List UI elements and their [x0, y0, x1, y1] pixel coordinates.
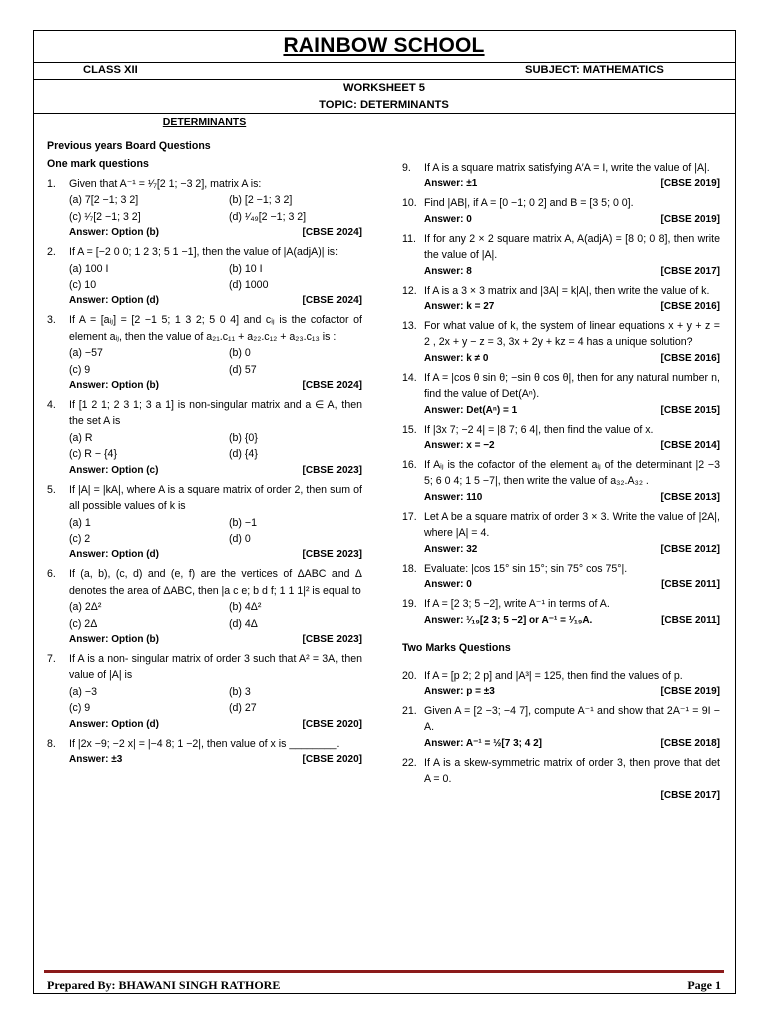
worksheet-title: WORKSHEET 5 [342, 82, 426, 94]
answer-row: Answer: Option (d) [CBSE 2020] [69, 718, 362, 730]
question-22: 22. If A is a skew-symmetric matrix of order 3, then prove that det A = 0. [402, 756, 720, 786]
question-20: 20. If A = [p 2; 2 p] and |A³| = 125, then find the values of p. [402, 669, 683, 682]
answer-row: Answer: 8 [CBSE 2017] [424, 265, 720, 277]
answer-row: Answer: Option (b) [CBSE 2023] [69, 633, 362, 645]
options: (a) 1 (b) −1 (c) 2 (d) 0 [69, 516, 257, 545]
question-11: 11. If for any 2 × 2 square matrix A, A(adjA) = [8 0; 0 8], then write the value of |A|. [402, 232, 720, 262]
question-15: 15. If |3x 7; −2 4| = |8 7; 6 4|, then find the value of x. [402, 423, 654, 436]
page-number: Page 1 [687, 978, 721, 992]
options: (a) −3 (b) 3 (c) 9 (d) 27 [69, 685, 257, 715]
section-heading: DETERMINANTS [162, 116, 247, 128]
section-title: Previous years Board Questions [47, 140, 211, 152]
answer-row: Answer: ±3 [CBSE 2020] [69, 753, 362, 765]
options: (a) 100 I (b) 10 I (c) 10 (d) 1000 [69, 262, 269, 292]
option: (d) ¹⁄₄₉[2 −1; 3 2] [229, 210, 307, 223]
answer-row: Answer: 110 [CBSE 2013] [424, 491, 720, 503]
option: (b) [2 −1; 3 2] [229, 194, 293, 207]
question-16: 16. If Aᵢⱼ is the cofactor of the element aᵢⱼ of the determinant |2 −3 5; 6 0 4; 1 5 −7|, then write the value of a₃₂.A₃₂ . [402, 459, 720, 488]
question-7: 7. If A is a non- singular matrix of order 3 such that A² = 3A, then value of |A| is [47, 652, 362, 682]
answer-row: Answer: Option (d) [CBSE 2024] [69, 295, 362, 307]
answer-row: Answer: Det(Aⁿ) = 1 [CBSE 2015] [424, 404, 720, 416]
question-8: 8. If |2x −9; −2 x| = |−4 8; 1 −2|, then value of x is ________. [47, 737, 340, 750]
school-title: RAINBOW SCHOOL [283, 34, 485, 57]
answer-row: Answer: p = ±3 [CBSE 2019] [424, 685, 720, 697]
question-21: 21. Given A = [2 −3; −4 7], compute A⁻¹ and show that 2A⁻¹ = 9I − A. [402, 704, 720, 734]
answer-row: Answer: ±1 [CBSE 2019] [424, 178, 720, 190]
options [69, 192, 362, 225]
answer-row: Answer: x = −2 [CBSE 2014] [424, 440, 720, 452]
answer-row: Answer: 0 [CBSE 2019] [424, 213, 720, 225]
question-6: 6. If (a, b), (c, d) and (e, f) are the vertices of ΔABC and Δ denotes the area of ΔABC, then |a c e; b d f; 1 1 1|² is equal to [47, 568, 362, 597]
answer-row: Answer: Option (b) [CBSE 2024] [69, 380, 362, 392]
question-9: 9. If A is a square matrix satisfying A′A = I, write the value of |A|. [402, 162, 710, 174]
question-3: 3. If A = [aᵢⱼ] = [2 −1 5; 1 3 2; 5 0 4] and cᵢⱼ is the cofactor of element aᵢⱼ, then the value of a₂₁.c₁₁ + a₂₂.c₁₂ + a₂₃.c₁₃ is : [47, 314, 362, 343]
subject-label: SUBJECT: MATHEMATICS [525, 64, 664, 76]
question-10: 10. Find |AB|, if A = [0 −1; 0 2] and B = [3 5; 0 0]. [402, 197, 634, 210]
question-5: 5. If |A| = |kA|, where A is a square matrix of order 2, then sum of all possible values of k is [47, 483, 362, 513]
footer-rule [44, 970, 724, 973]
answer-row: Answer: 0 [CBSE 2011] [424, 579, 720, 591]
question-19: 19. If A = [2 3; 5 −2], write A⁻¹ in terms of A. [402, 598, 610, 611]
divider [33, 62, 736, 63]
question-17: 17. Let A be a square matrix of order 3 × 3. Write the value of |2A|, where |A| = 4. [402, 510, 720, 540]
section-title: One mark questions [47, 158, 149, 170]
answer-row: Answer: Option (c) [CBSE 2023] [69, 464, 362, 476]
question-12: 12. If A is a 3 × 3 matrix and |3A| = k|A|, then write the value of k. [402, 284, 710, 297]
footer [47, 978, 721, 993]
answer-row: Answer: ¹⁄₁₉[2 3; 5 −2] or A⁻¹ = ¹⁄₁₉A. [CBSE 2011] [424, 614, 720, 626]
question-1: 1. Given that A⁻¹ = ¹⁄₇[2 1; −3 2], matrix A is: [47, 178, 262, 190]
prepared-by: Prepared By: BHAWANI SINGH RATHORE [47, 978, 281, 992]
question-2: 2. If A = [−2 0 0; 1 2 3; 5 1 −1], then the value of |A(adjA)| is: [47, 246, 339, 259]
topic-title: TOPIC: DETERMINANTS [319, 99, 449, 111]
answer-row: [CBSE 2017] [660, 789, 720, 801]
section-title: Two Marks Questions [402, 641, 511, 654]
answer-row: Answer: k = 27 [CBSE 2016] [424, 301, 720, 313]
question-14: 14. If A = |cos θ sin θ; −sin θ cos θ|, then for any natural number n, find the value of Det(Aⁿ). [402, 371, 720, 401]
answer-row: Answer: k ≠ 0 [CBSE 2016] [424, 352, 720, 364]
answer-row: Answer: Option (d) [CBSE 2023] [69, 549, 362, 561]
option: (c) ¹⁄₇[2 −1; 3 2] [69, 210, 141, 223]
question-18: 18. Evaluate: |cos 15° sin 15°; sin 75° cos 75°|. [402, 562, 628, 575]
options: (a) R (b) {0} (c) R − {4} (d) {4} [69, 431, 258, 461]
right-column [402, 160, 720, 803]
answer-row: Answer: A⁻¹ = ½[7 3; 4 2] [CBSE 2018] [424, 737, 720, 749]
options: (a) 2Δ² (b) 4Δ² (c) 2Δ (d) 4Δ [69, 601, 262, 630]
answer-row: Answer: 32 [CBSE 2012] [424, 543, 720, 555]
question-13: 13. For what value of k, the system of linear equations x + y + z = 2 , 2x + y − z = 3, 3x + 2y + kz = 4 has a unique solution? [402, 320, 720, 349]
divider [33, 79, 736, 80]
divider [33, 113, 736, 114]
option: (a) 7[2 −1; 3 2] [69, 194, 139, 207]
answer-row: Answer: Option (b) [CBSE 2024] [69, 227, 362, 239]
class-label: CLASS XII [83, 64, 138, 76]
options: (a) −57 (b) 0 (c) 9 (d) 57 [69, 347, 257, 376]
left-column [47, 116, 362, 767]
question-4: 4. If [1 2 1; 2 3 1; 3 a 1] is non-singular matrix and a ∈ A, then the set A is [47, 399, 362, 428]
